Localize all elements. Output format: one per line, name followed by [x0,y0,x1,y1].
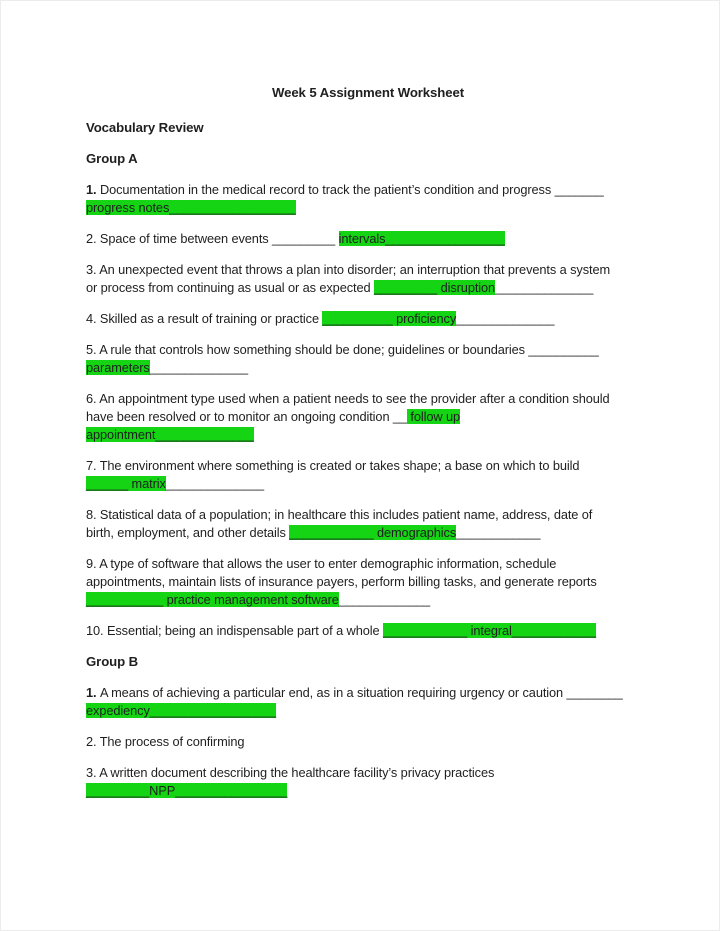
question-line [86,573,650,591]
question-text: _____________ [338,592,431,607]
question-text: appointments, maintain lists of insurance payers, perform billing tasks, and generate reports [86,574,597,589]
question [86,506,650,542]
highlighted-answer: _________NPP________________ [86,783,288,798]
question-line [86,764,650,782]
question-text: 5. A rule that controls how something should be done; guidelines or boundaries __________ [86,342,599,357]
group-heading: Group B [86,654,139,669]
question [86,261,650,297]
question-line [86,506,650,524]
question-line [86,475,650,493]
question-line [86,261,650,279]
question [86,622,650,640]
highlighted-answer: ______ matrix [86,476,166,491]
question-text: 8. Statistical data of a population; in healthcare this includes patient name, address, date of [86,507,593,522]
question-text: birth, employment, and other details [86,525,290,540]
question [86,310,650,328]
highlighted-answer: intervals_________________ [338,231,505,246]
question-text: 2. Space of time between events _________ [86,231,339,246]
question-line [86,733,650,751]
question-line [86,555,650,573]
question-text: A means of achieving a particular end, as in a situation requiring urgency or caution ________ [99,685,623,700]
question-line [86,457,650,475]
highlighted-answer: ___________ practice management software [86,592,339,607]
highlighted-answer: parameters [86,360,150,375]
question-text: Documentation in the medical record to track the patient’s condition and progress _______ [99,182,604,197]
question [86,181,650,217]
section-heading: Vocabulary Review [86,120,204,135]
question-text: 2. The process of confirming [86,734,245,749]
question-line [86,279,650,297]
group-heading: Group A [86,151,138,166]
question [86,230,650,248]
question-text: 6. An appointment type used when a patient needs to see the provider after a condition should [86,391,610,406]
question-text: 1. [86,685,100,700]
question-line [86,684,650,702]
question-line [86,622,650,640]
question-line [86,341,650,359]
question-text: ______________ [456,311,555,326]
question-line [86,310,650,328]
question-line [86,702,650,720]
question-line [86,591,650,609]
question-line [86,359,650,377]
question-line [86,390,650,408]
question-line [86,782,650,800]
question [86,457,650,493]
question-line [86,230,650,248]
highlighted-answer: expediency__________________ [86,703,277,718]
page-title: Week 5 Assignment Worksheet [271,85,464,100]
question [86,555,650,609]
highlighted-answer: progress notes__________________ [86,200,296,215]
question-text: ______________ [495,280,594,295]
question [86,733,650,751]
question-line [86,199,650,217]
question-text: ______________ [149,360,248,375]
highlighted-answer: ____________ demographics [289,525,457,540]
question-text: 4. Skilled as a result of training or practice [86,311,323,326]
question-text: ____________ [456,525,541,540]
question-text: have been resolved or to monitor an ongoing condition __ [86,409,407,424]
question-text: 10. Essential; being an indispensable part of a whole [86,623,383,638]
question-line [86,426,650,444]
question [86,764,650,800]
question-text: 7. The environment where something is created or takes shape; a base on which to build [86,458,580,473]
question-text: ______________ [165,476,265,491]
question [86,341,650,377]
highlighted-answer: ____________ integral____________ [382,623,596,638]
question-line [86,408,650,426]
highlighted-answer: follow up [406,409,461,424]
question-line [86,524,650,542]
highlighted-answer: appointment______________ [86,427,254,442]
question [86,684,650,720]
highlighted-answer: _________ disruption [373,280,496,295]
question-text: 3. An unexpected event that throws a plan into disorder; an interruption that prevents a system [86,262,611,277]
question-text: or process from continuing as usual or as expected [86,280,374,295]
groups-container [86,150,650,800]
question-text: 3. A written document describing the healthcare facility’s privacy practices [86,765,495,780]
highlighted-answer: __________ proficiency [322,311,457,326]
question-text: 9. A type of software that allows the user to enter demographic information, schedule [86,556,557,571]
question-line [86,181,650,199]
question-text: 1. [86,182,100,197]
question [86,390,650,444]
